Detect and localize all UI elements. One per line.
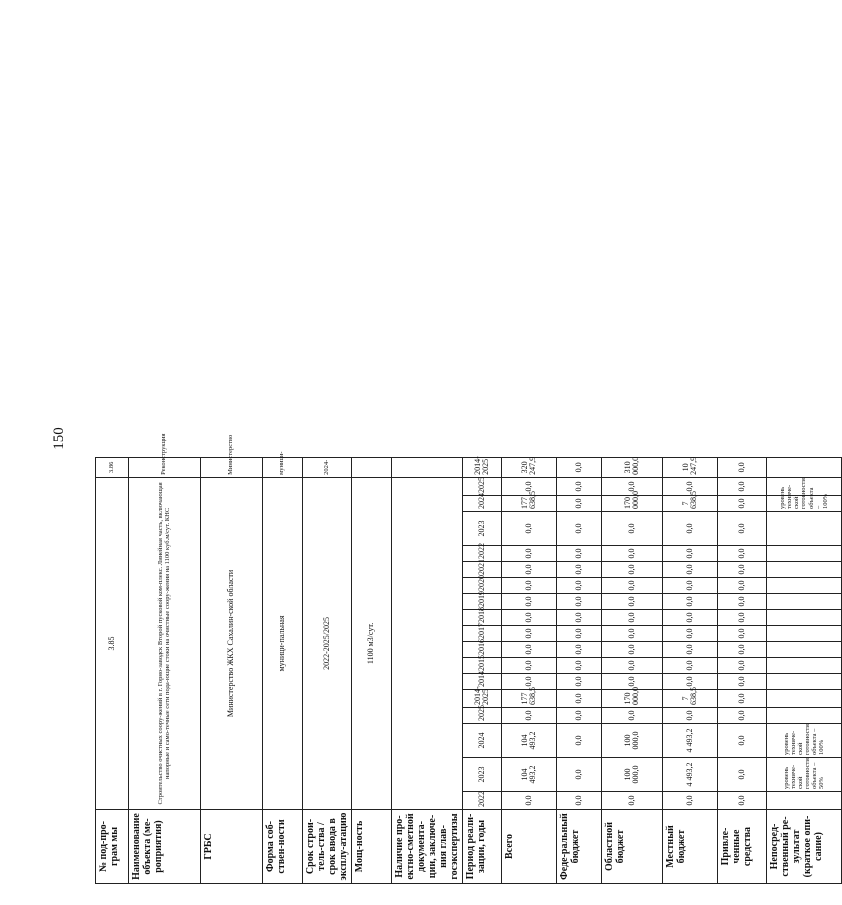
- row-7-period: 2016: [463, 642, 502, 658]
- header-ownership: Форма соб-ствен-ности: [263, 810, 303, 884]
- table-frame: [95, 16, 829, 884]
- row-12-local: 0,0: [663, 562, 718, 578]
- header-term: Срок строи-тель-ства / срок ввода в эксплу-атацию: [303, 810, 352, 884]
- row-4-local: 7 638,5: [663, 690, 718, 708]
- project-386-docs: [392, 457, 463, 477]
- row-15-regional: 170 000,0: [602, 496, 663, 512]
- row-7-regional: 0,0: [602, 642, 663, 658]
- row-2-regional: 100 000,0: [602, 724, 663, 758]
- row-8-regional: 0,0: [602, 626, 663, 642]
- row-11-result: [767, 578, 842, 594]
- row-3-result: [767, 708, 842, 724]
- project-385-term: 2022-2025/2025: [303, 477, 352, 809]
- row-17-attracted: 0,0: [718, 457, 767, 477]
- row-17-regional: 310 000,0: [602, 457, 663, 477]
- project-386-grbs: Министерство: [201, 457, 263, 477]
- project-385-ownership: муници-пальная: [263, 477, 303, 809]
- row-12-attracted: 0,0: [718, 562, 767, 578]
- project-385-grbs: Министерство ЖКХ Сахалин-ской области: [201, 477, 263, 809]
- row-9-period: 2018: [463, 610, 502, 626]
- row-14-local: 0,0: [663, 512, 718, 546]
- row-9-total: 0,0: [502, 610, 557, 626]
- header-grbs: ГРБС: [201, 810, 263, 884]
- row-3-regional: 0,0: [602, 708, 663, 724]
- header-regional: Областной бюджет: [602, 810, 663, 884]
- row-4-regional: 170 000,0: [602, 690, 663, 708]
- project-386-name: Реконструкция: [129, 457, 201, 477]
- row-11-local: 0,0: [663, 578, 718, 594]
- row-10-total: 0,0: [502, 594, 557, 610]
- row-5-total: 0,0: [502, 674, 557, 690]
- row-2-total: 104 493,2: [502, 724, 557, 758]
- row-2-attracted: 0,0: [718, 724, 767, 758]
- row-15-total: 177 638,5: [502, 496, 557, 512]
- row-1-total: 104 493,2: [502, 758, 557, 792]
- row-5-federal: 0,0: [557, 674, 602, 690]
- row-0-total: 0,0: [502, 792, 557, 810]
- row-13-period: 2022: [463, 546, 502, 562]
- header-docs: Наличие про-ектно-сметной документа-ции, заключе-ния глав-госэкспертизы: [392, 810, 463, 884]
- row-15-local: 7 638,5: [663, 496, 718, 512]
- row-14-result: [767, 512, 842, 546]
- row-1-period: 2023: [463, 758, 502, 792]
- row-0-federal: 0,0: [557, 792, 602, 810]
- row-7-local: 0,0: [663, 642, 718, 658]
- row-3-total: 0,0: [502, 708, 557, 724]
- row-7-result: [767, 642, 842, 658]
- row-9-attracted: 0,0: [718, 610, 767, 626]
- row-3-attracted: 0,0: [718, 708, 767, 724]
- row-1-result: уровень техниче-ской готовности объекта – 50%: [767, 758, 842, 792]
- header-local: Местный бюджет: [663, 810, 718, 884]
- row-1-local: 4 493,2: [663, 758, 718, 792]
- project-386-ownership: муници-: [263, 457, 303, 477]
- row-4-period: 2014-2025: [463, 690, 502, 708]
- header-total: Всего: [502, 810, 557, 884]
- row-16-local: 0,0: [663, 477, 718, 495]
- row-14-attracted: 0,0: [718, 512, 767, 546]
- row-6-attracted: 0,0: [718, 658, 767, 674]
- header-name: Наименование объекта (ме-роприятия): [129, 810, 201, 884]
- header-num: № под-про-грам мы: [96, 810, 129, 884]
- row-6-period: 2015: [463, 658, 502, 674]
- funding-table: [95, 433, 842, 884]
- row-16-regional: 0,0: [602, 477, 663, 495]
- row-6-local: 0,0: [663, 658, 718, 674]
- row-5-regional: 0,0: [602, 674, 663, 690]
- row-4-result: [767, 690, 842, 708]
- row-12-regional: 0,0: [602, 562, 663, 578]
- row-9-federal: 0,0: [557, 610, 602, 626]
- header-attracted: Привле-ченные средства: [718, 810, 767, 884]
- row-15-period: 2024: [463, 496, 502, 512]
- row-5-local: 0,0: [663, 674, 718, 690]
- row-1-attracted: 0,0: [718, 758, 767, 792]
- row-3-local: 0,0: [663, 708, 718, 724]
- row-10-local: 0,0: [663, 594, 718, 610]
- row-4-federal: 0,0: [557, 690, 602, 708]
- row-9-local: 0,0: [663, 610, 718, 626]
- row-10-attracted: 0,0: [718, 594, 767, 610]
- row-17-local: 10 247,9: [663, 457, 718, 477]
- row-2-period: 2024: [463, 724, 502, 758]
- project-385-docs: [392, 477, 463, 809]
- row-6-federal: 0,0: [557, 658, 602, 674]
- row-11-federal: 0,0: [557, 578, 602, 594]
- header-federal: Феде-ральный бюджет: [557, 810, 602, 884]
- row-17-federal: 0,0: [557, 457, 602, 477]
- row-7-federal: 0,0: [557, 642, 602, 658]
- row-8-total: 0,0: [502, 626, 557, 642]
- row-11-attracted: 0,0: [718, 578, 767, 594]
- row-6-regional: 0,0: [602, 658, 663, 674]
- row-12-total: 0,0: [502, 562, 557, 578]
- row-12-period: 2021: [463, 562, 502, 578]
- row-14-federal: 0,0: [557, 512, 602, 546]
- row-1-federal: 0,0: [557, 758, 602, 792]
- row-7-attracted: 0,0: [718, 642, 767, 658]
- row-0-local: 0,0: [663, 792, 718, 810]
- row-16-total: 0,0: [502, 477, 557, 495]
- row-0-regional: 0,0: [602, 792, 663, 810]
- row-9-regional: 0,0: [602, 610, 663, 626]
- row-4-total: 177 638,5: [502, 690, 557, 708]
- row-5-result: [767, 674, 842, 690]
- row-17-total: 320 247,9: [502, 457, 557, 477]
- row-10-period: 2019: [463, 594, 502, 610]
- row-13-total: 0,0: [502, 546, 557, 562]
- row-1-regional: 100 000,0: [602, 758, 663, 792]
- row-12-result: [767, 562, 842, 578]
- row-3-federal: 0,0: [557, 708, 602, 724]
- row-8-result: [767, 626, 842, 642]
- project-386-capacity: [352, 457, 392, 477]
- row-8-attracted: 0,0: [718, 626, 767, 642]
- row-6-result: [767, 658, 842, 674]
- header-period: Период реали-зации, годы: [463, 810, 502, 884]
- project-386-term: 2024-: [303, 457, 352, 477]
- row-13-result: [767, 546, 842, 562]
- row-6-total: 0,0: [502, 658, 557, 674]
- page-number: 150: [50, 427, 67, 450]
- row-10-result: [767, 594, 842, 610]
- row-11-regional: 0,0: [602, 578, 663, 594]
- project-385-name: Строительство очистных соору-жений в г. Горно-заводск Второй пусковой ком-плекс. Линейная часть, включающая напорные и само-течные сети пода-ющие стоки на очистные соору-жения на 1100 куб.м/сут. КНС: [129, 477, 201, 809]
- header-result: Непосред-ственный ре-зультат (краткое опи-сание): [767, 810, 842, 884]
- row-13-federal: 0,0: [557, 546, 602, 562]
- row-2-result: уровень техниче-ской готовности объекта – 100%: [767, 724, 842, 758]
- project-386-num: 3.86: [96, 457, 129, 477]
- row-10-regional: 0,0: [602, 594, 663, 610]
- row-8-local: 0,0: [663, 626, 718, 642]
- row-14-period: 2023: [463, 512, 502, 546]
- header-capacity: Мощ-ность: [352, 810, 392, 884]
- row-15-federal: 0,0: [557, 496, 602, 512]
- project-385-capacity: 1100 м3/сут.: [352, 477, 392, 809]
- row-11-total: 0,0: [502, 578, 557, 594]
- row-9-result: [767, 610, 842, 626]
- row-16-federal: 0,0: [557, 477, 602, 495]
- row-8-period: 2017: [463, 626, 502, 642]
- row-0-period: 2022: [463, 792, 502, 810]
- row-3-period: 2025: [463, 708, 502, 724]
- row-2-federal: 0,0: [557, 724, 602, 758]
- row-13-local: 0,0: [663, 546, 718, 562]
- row-15-result: уровень техниче-ской готовности объекта – 100%: [767, 496, 842, 512]
- row-15-attracted: 0,0: [718, 496, 767, 512]
- row-0-result: [767, 792, 842, 810]
- row-14-regional: 0,0: [602, 512, 663, 546]
- row-13-attracted: 0,0: [718, 546, 767, 562]
- row-4-attracted: 0,0: [718, 690, 767, 708]
- row-7-total: 0,0: [502, 642, 557, 658]
- row-5-period: 2014: [463, 674, 502, 690]
- project-385-num: 3.85: [96, 477, 129, 809]
- row-10-federal: 0,0: [557, 594, 602, 610]
- row-5-attracted: 0,0: [718, 674, 767, 690]
- row-16-period: 2025: [463, 477, 502, 495]
- row-14-total: 0,0: [502, 512, 557, 546]
- row-2-local: 4 493,2: [663, 724, 718, 758]
- row-12-federal: 0,0: [557, 562, 602, 578]
- row-11-period: 2020: [463, 578, 502, 594]
- row-16-attracted: 0,0: [718, 477, 767, 495]
- row-0-attracted: 0,0: [718, 792, 767, 810]
- row-17-period: 2014-2025: [463, 457, 502, 477]
- row-8-federal: 0,0: [557, 626, 602, 642]
- row-13-regional: 0,0: [602, 546, 663, 562]
- row-17-result: [767, 457, 842, 477]
